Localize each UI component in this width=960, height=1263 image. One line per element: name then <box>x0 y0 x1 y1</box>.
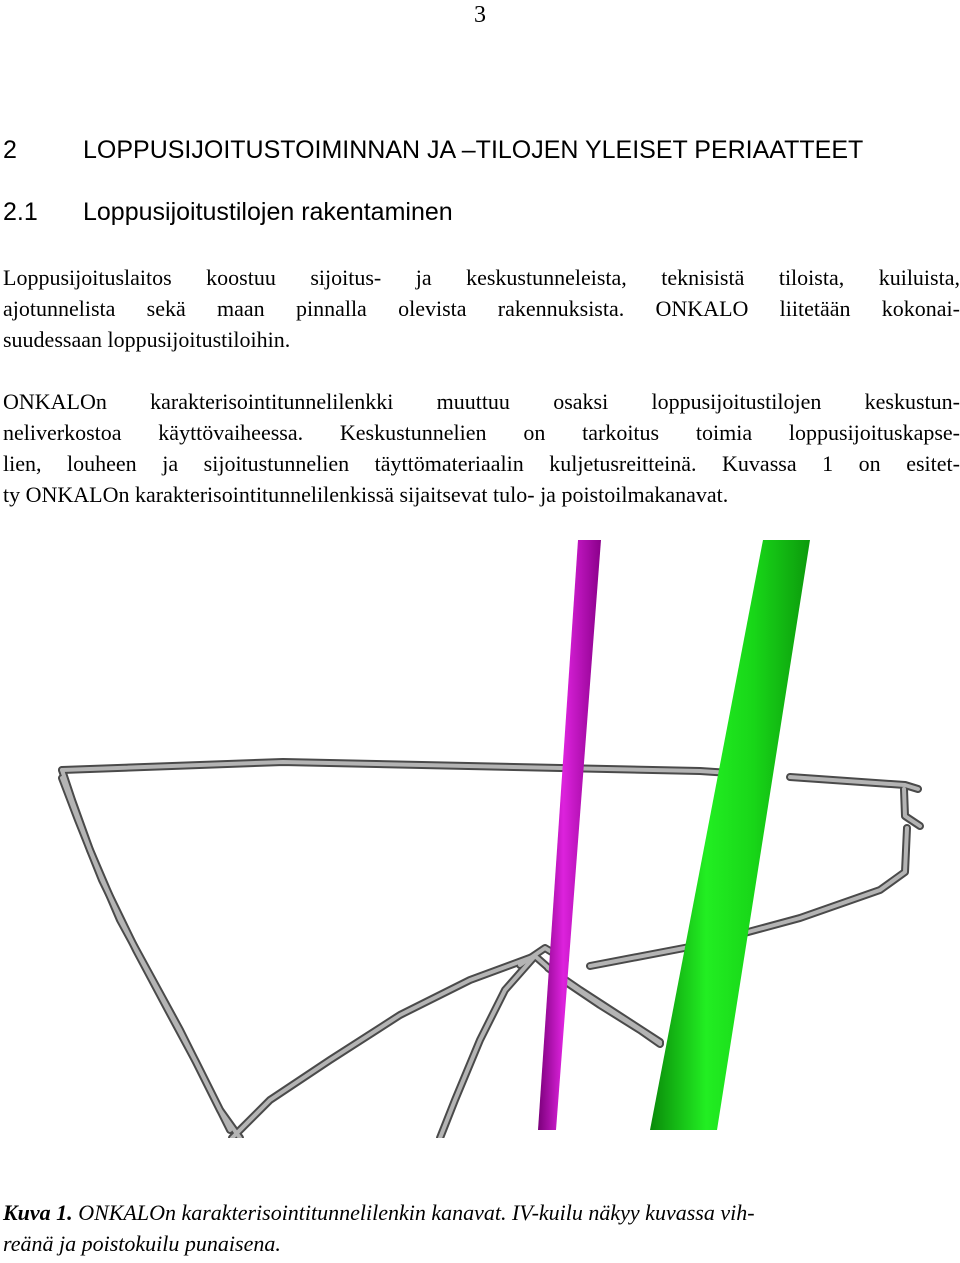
paragraph-line: ajotunnelista sekä maan pinnalla olevista rakennuksista. ONKALO liitetään kokonai- <box>3 296 960 321</box>
paragraph-1 <box>3 262 960 355</box>
paragraph-2 <box>3 386 960 510</box>
tunnel-model-figure <box>0 538 960 1138</box>
paragraph-line: lien, louheen ja sijoitustunnelien täyttömateriaalin kuljetusreitteinä. Kuvassa 1 on esitet- <box>3 451 960 476</box>
paragraph-line: ONKALOn karakterisointitunnelilenkki muuttuu osaksi loppusijoitustilojen keskustun- <box>3 389 960 414</box>
subsection-title: Loppusijoitustilojen rakentaminen <box>83 198 453 226</box>
tunnel-loop <box>62 762 920 1138</box>
section-title: LOPPUSIJOITUSTOIMINNAN JA –TILOJEN YLEISET PERIAATTEET <box>83 136 864 164</box>
subsection-heading <box>3 198 453 227</box>
section-number: 2 <box>3 136 17 164</box>
subsection-number: 2.1 <box>3 198 38 226</box>
page-number: 3 <box>474 2 486 28</box>
figure-caption <box>3 1197 960 1259</box>
caption-text: ONKALOn karakterisointitunnelilenkin kanavat. IV-kuilu näkyy kuvassa vih- <box>78 1200 755 1225</box>
caption-label: Kuva 1. <box>3 1200 73 1225</box>
paragraph-line: neliverkostoa käyttövaiheessa. Keskustunnelien on tarkoitus toimia loppusijoituskapse- <box>3 420 960 445</box>
exhaust-shaft-purple <box>538 540 601 1130</box>
section-heading <box>3 136 863 165</box>
ventilation-shaft-green <box>650 540 810 1130</box>
caption-line <box>3 1197 960 1228</box>
paragraph-line: suudessaan loppusijoitustiloihin. <box>3 327 291 352</box>
paragraph-line: Loppusijoituslaitos koostuu sijoitus- ja keskustunneleista, teknisistä tiloista, kuiluista, <box>3 265 960 290</box>
paragraph-line: ty ONKALOn karakterisointitunnelilenkissä sijaitsevat tulo- ja poistoilmakanavat. <box>3 482 729 507</box>
caption-line: reänä ja poistokuilu punaisena. <box>3 1231 281 1256</box>
